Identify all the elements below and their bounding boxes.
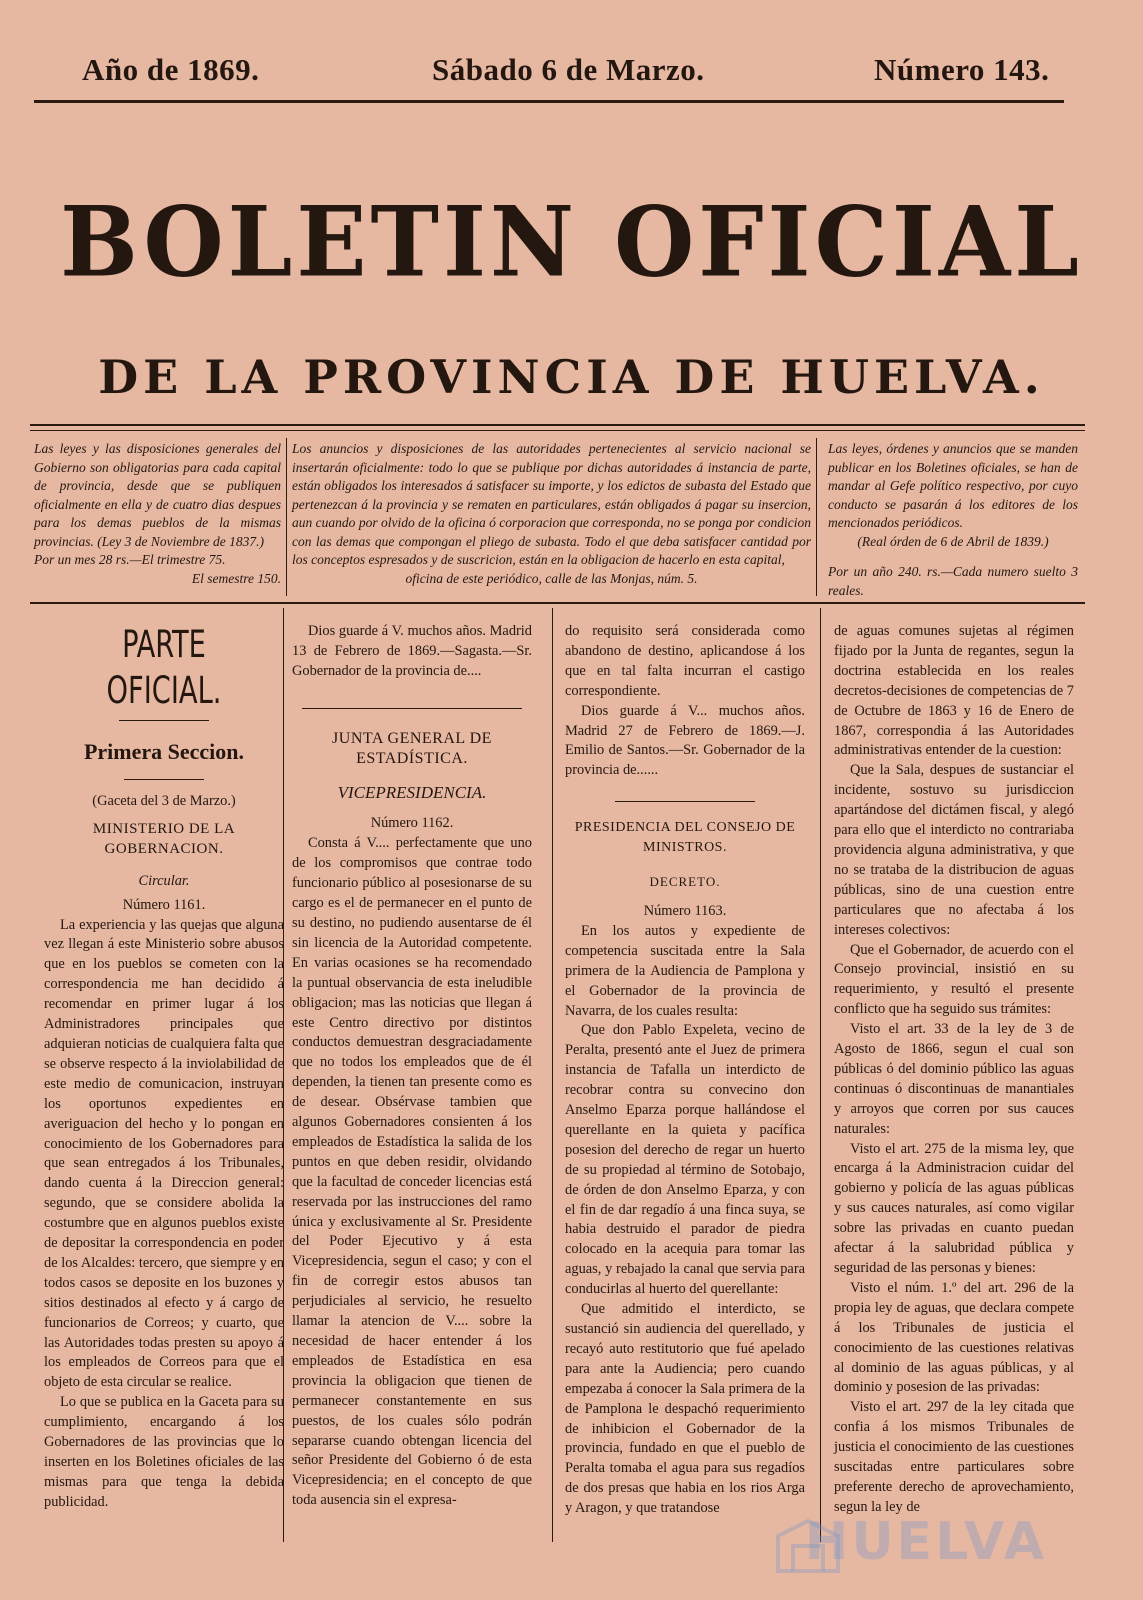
source-note: (Gaceta del 3 de Marzo.): [92, 793, 236, 809]
column-4: [834, 622, 1074, 1518]
notice-laws-price-1: Por un mes 28 rs.—El trimestre 75.: [34, 552, 226, 567]
short-rule: [302, 708, 522, 709]
notices-rule: [30, 602, 1085, 604]
section-title: PARTE OFICIAL.: [106, 623, 222, 712]
short-rule: [615, 801, 755, 802]
column-3: [565, 622, 805, 1519]
paragraph: La experiencia y las quejas que alguna vez llegan á este Ministerio sobre abusos que en los pueblos se cometen con la correspondencia me han decidido á recomendar en primer lugar á los Administradores principales que adquieran noticias de cualquiera falta que se observe respecto á la inviolabilidad de este medio de comunicacion, instruyan los oportunos expedientes en averiguacion del hecho y lo pongan en conocimiento de los Gobernadores para que sean entregados á los Tribunales, dando cuenta á la Direccion general: segundo, que se considere abolida la costumbre que en algunos pueblos existe de depositar la correspondencia en poder de los Alcaldes: tercero, que siempre y en todos casos se deposite en los buzones y sitios destinados al efecto y á cargo de funcionarios de Correos; y cuarto, que las Autoridades todas presten su apoyo á los empleados de Correos para que el objeto de esta circular se realice.: [44, 916, 284, 1391]
section-subtitle: Primera Seccion.: [83, 739, 245, 764]
notice-separator: [286, 438, 287, 596]
office-heading: VICEPRESIDENCIA.: [337, 782, 487, 802]
paragraph: Visto el núm. 1.º del art. 296 de la propia ley de aguas, que declara compete á los Tribunales de justicia el conocimiento de las cuestiones relativas al dominio de las aguas públicas, y al dominio y posesion de las privadas:: [834, 1279, 1074, 1396]
ornament-rule: [119, 720, 209, 721]
column-1: [44, 622, 284, 1513]
issue-number: Número 143.: [874, 52, 1050, 87]
document-number: Número 1161.: [122, 896, 206, 913]
paragraph: Que la Sala, despues de sustanciar el incidente, sostuvo su jurisdiccion apartándose del dictámen fiscal, y alegó para ello que el interdicto no contrariaba providencia alguna administrativa, y que no se trataba de la distribucion de aguas públicas, sino de una cuestion entre particulares que no afectaba á los intereses colectivos:: [834, 762, 1074, 938]
paragraph: Que el Gobernador, de acuerdo con el Consejo provincial, insistió en su requerimiento, y resultó el presente conflicto que ha seguido sus trámites:: [834, 941, 1074, 1018]
paragraph: Dios guarde á V. muchos años. Madrid 13 de Febrero de 1869.—Sagasta.—Sr. Gobernador de la provincia de....: [292, 623, 532, 679]
column-2: [292, 622, 532, 1511]
paragraph: Dios guarde á V... muchos años. Madrid 27 de Febrero de 1869.—J. Emilio de Santos.—Sr. Gobernador de la provincia de......: [565, 702, 805, 779]
issue-date: Sábado 6 de Marzo.: [432, 52, 705, 87]
masthead-title: BOLETIN OFICIAL: [60, 185, 1083, 299]
notice-orders: [828, 440, 1078, 600]
paragraph: En los autos y expediente de competencia suscitada entre la Sala primera de la Audiencia de Pamplona y el Gobernador de la provincia de Navarra, de los cuales resulta:: [565, 922, 805, 1019]
masthead-rule: [30, 424, 1085, 426]
column-separator: [820, 608, 821, 1542]
paragraph: de aguas comunes sujetas al régimen fijado por la Junta de regantes, segun la doctrina establecida en los reales decretos-decisiones de competencias de 7 de Octubre de 1863 y 16 de Enero de 1867, correspondia á las Autoridades administrativas entender de la cuestion:: [834, 623, 1074, 759]
paragraph: Que don Pablo Expeleta, vecino de Peralta, presentó ante el Juez de primera instancia de Tafalla un interdicto de recobrar contra su convecino don Anselmo Eparza porque hallándose el querellante en la quieta y pacífica posesion del derecho de regar un huerto de su propiedad al término de Sotobajo, de órden de don Anselmo Eparza, y con el fin de dar regadío á una finca suya, se habia destruido el parador de piedra colocado en la acequia para tomar las aguas, y rebajado la canal que servia para conducirlas al huerto del querellante:: [565, 1022, 805, 1298]
notice-orders-text: Las leyes, órdenes y anuncios que se manden publicar en los Boletines oficiales, se han de mandar al Gefe político respectivo, por cuyo conducto se pasarán á los editores de los mencionados periódicos.: [828, 441, 1078, 530]
notice-announcements: [292, 440, 811, 588]
document-number: Número 1163.: [643, 902, 727, 919]
notice-orders-price: Por un año 240. rs.—Cada numero suelto 3 reales.: [828, 564, 1078, 598]
paragraph: do requisito será considerada como abandono de destino, aplicandose á los que en tal falta incurran el castigo correspondiente.: [565, 623, 805, 699]
notice-separator: [816, 438, 817, 596]
paragraph: Lo que se publica en la Gaceta para su cumplimiento, encargando á los Gobernadores de las provincias que lo inserten en los Boletines oficiales de las mismas para que tenga la debida publicidad.: [44, 1394, 284, 1510]
document-type: DECRETO.: [649, 874, 721, 890]
notice-laws-text: Las leyes y las disposiciones generales del Gobierno son obligatorias para cada capital de provincia, desde que se publiquen oficialmente en ella y de cuatro dias despues para los demas pueblos de la mismas provincias. (Ley 3 de Noviembre de 1837.): [34, 441, 281, 549]
paragraph: Visto el art. 297 de la ley citada que confia á los mismos Tribunales de justicia el conocimiento de las cuestiones suscitadas entre particulares sobre preferente derecho de aprovechamiento, segun la ley de: [834, 1399, 1074, 1515]
column-separator: [552, 608, 553, 1542]
issue-year: Año de 1869.: [82, 52, 260, 87]
document-type: Circular.: [138, 872, 190, 889]
masthead-subtitle: DE LA PROVINCIA DE HUELVA.: [98, 350, 1045, 404]
notice-office-address: oficina de este periódico, calle de las Monjas, núm. 5.: [405, 570, 698, 586]
department-heading: PRESIDENCIA DEL CONSEJO DE MINISTROS.: [574, 820, 796, 856]
notice-orders-reference: (Real órden de 6 de Abril de 1839.): [857, 533, 1049, 549]
ministry-heading: MINISTERIO DE LA GOBERNACION.: [92, 820, 236, 857]
header-rule: [34, 100, 1064, 103]
paragraph: Visto el art. 33 de la ley de 3 de Agosto de 1866, segun el cual son públicas ó del dominio público las aguas continuas ó discontinuas de manantiales y arroyos que corren por sus cauces naturales:: [834, 1021, 1074, 1137]
paragraph: Visto el art. 275 de la misma ley, que encarga á la Administracion cuidar del gobierno y policía de las aguas públicas y sus cauces naturales, así como vigilar sobre las privadas en cuanto puedan afectar á la salubridad pública y seguridad de las personas y bienes:: [834, 1140, 1074, 1276]
document-number: Número 1162.: [370, 815, 454, 832]
notice-laws-price-2: El semestre 150.: [191, 570, 281, 586]
notice-laws: [34, 440, 281, 588]
archive-watermark: HUELVA: [804, 1512, 1047, 1572]
department-heading: JUNTA GENERAL DE ESTADÍSTICA.: [332, 729, 492, 767]
notice-announcements-text: Los anuncios y disposiciones de las autoridades pertenecientes al servicio nacional se insertarán oficialmente: todo lo que se publique por dichas autoridades á instancia de parte, están obligados los interesados á satisfacer su importe, y los edictos de subasta del Estado que pertenezcan á la provincia y se rematen en particulares, están obligados á pagar su insercion, aun cuando por olvido de la oficina ó corporacion que corresponda, no se ponga por condicion con las demas que compongan el pliego de subasta. Todo el que deba satisfacer cantidad por los conceptos espresados y de suscricion, están en la obligacion de hacerlo en esta capital,: [292, 441, 811, 567]
paragraph: Que admitido el interdicto, se sustanció sin audiencia del querellado, y recayó auto restitutorio que fué apelado para ante la Audiencia; pero cuando empezaba á conocer la Sala primera de la de Pamplona le despachó requerimiento de inhibicion el Gobernador de la provincia, fundado en que el pueblo de Peralta tomaba el agua para sus regadíos de dos presas que habia en los rios Arga y Aragon, y que tratandose: [565, 1301, 805, 1517]
masthead-rule-thin: [30, 430, 1085, 431]
short-rule: [124, 779, 204, 780]
paragraph: Consta á V.... perfectamente que uno de los compromisos que contrae todo funcionario público al posesionarse de su cargo es el de permanecer en el punto de su destino, no pudiendo ausentarse de él sin licencia de la Autoridad competente. En varias ocasiones se ha recomendado la puntual observancia de esta ineludible obligacion; mas las noticias que llegan á este Centro directivo por distintos conductos demuestran desgraciadamente que no todos los empleados que de él dependen, la tienen tan presente como es de desear. Obsérvase tambien que algunos Gobernadores consienten á los empleados de Estadística la salida de los puntos en que deben residir, olvidando que la facultad de conceder licencias está reservada por las instrucciones del ramo única y exclusivamente al Sr. Presidente del Poder Ejecutivo y á esta Vicepresidencia, segun el caso; y con el fin de corregir estos abusos tan perjudiciales al servicio, he resuelto llamar la atencion de V.... sobre la necesidad de hacer entender á los empleados de Estadística en esa provincia la obligacion que tienen de permanecer constantemente en sus puestos, de los cuales sólo podrán separarse cuando obtengan licencia del señor Presidente del Gobierno ó de esta Vicepresidencia; en el concepto de que toda ausencia sin el expresa-: [292, 835, 532, 1509]
